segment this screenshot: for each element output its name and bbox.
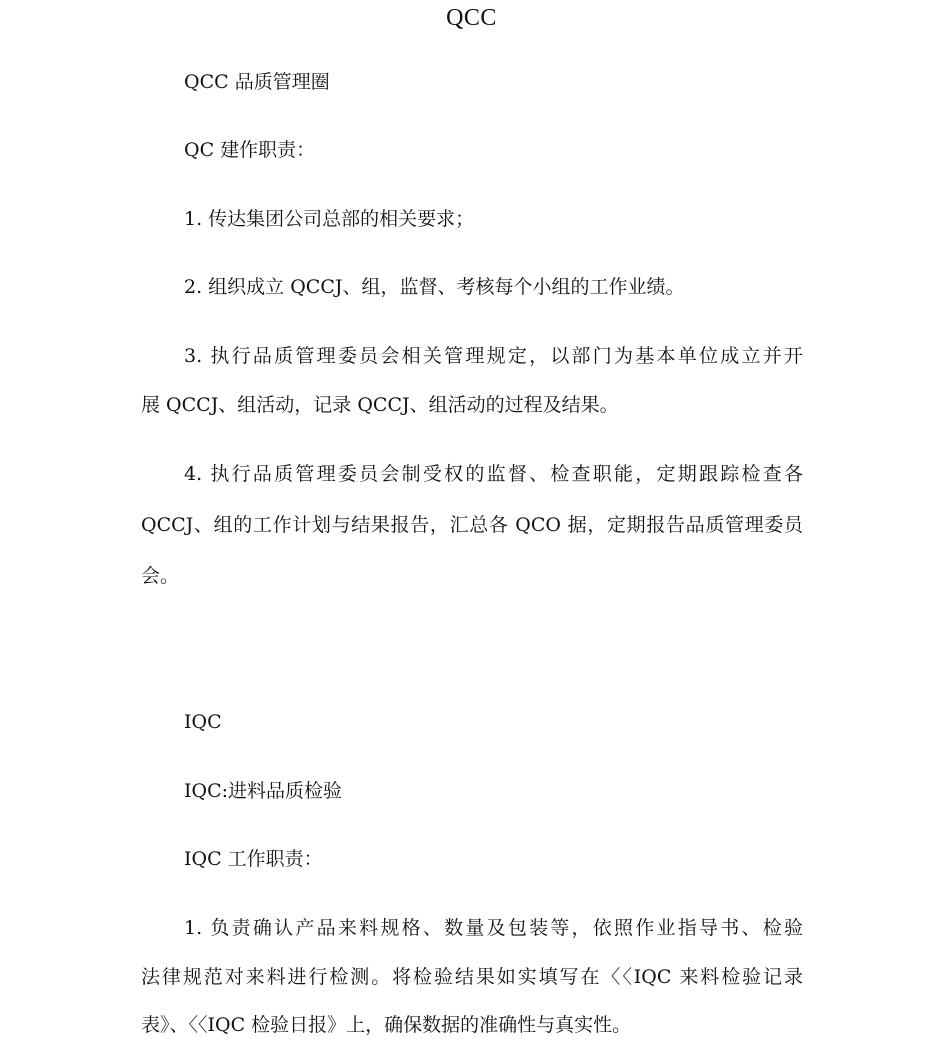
iqc-definition: IQC:进料品质检验 [184,780,343,802]
iqc-duties-heading: IQC 工作职责： [184,848,323,870]
qc-duty-3-line-2: 展 QCCJ、组活动，记录 QCCJ、组活动的过程及结果。 [141,394,619,416]
qcc-heading: QCC 品质管理圈 [184,71,330,93]
qc-duty-4-line-2: QCCJ、组的工作计划与结果报告，汇总各 QCO 据，定期报告品质管理委员 [141,514,803,536]
iqc-heading: IQC [184,711,222,733]
document-title: QCC [446,5,497,31]
iqc-duty-1-line-1: 1. 负责确认产品来料规格、数量及包装等，依照作业指导书、检验 [184,917,803,939]
qc-duty-2: 2. 组织成立 QCCJ、组，监督、考核每个小组的工作业绩。 [184,276,685,298]
qc-duty-4-line-1: 4. 执行品质管理委员会制受权的监督、检查职能，定期跟踪检查各 [184,463,803,485]
qc-duty-3-line-1: 3. 执行品质管理委员会相关管理规定，以部门为基本单位成立并开 [184,345,803,367]
iqc-duty-1-line-3: 表》、〈〈IQC 检验日报》上，确保数据的准确性与真实性。 [141,1014,632,1036]
qc-duty-1: 1. 传达集团公司总部的相关要求； [184,208,475,230]
iqc-duty-1-line-2: 法律规范对来料进行检测。将检验结果如实填写在〈〈IQC 来料检验记录 [141,966,803,988]
qc-duty-4-line-3: 会。 [141,565,180,587]
qc-duties-heading: QC 建作职责： [184,139,316,161]
